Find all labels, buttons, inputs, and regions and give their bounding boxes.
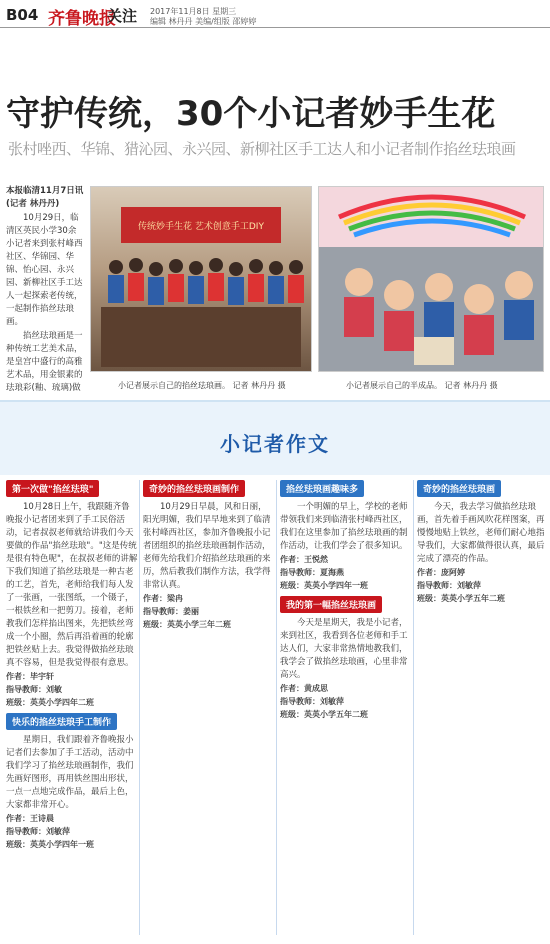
essay-author: 作者：黄成思 [280,684,328,693]
essay-author: 作者：毕宇轩 [6,672,54,681]
date-line: 2017年11月8日 星期三 [150,7,237,16]
intro-column [6,185,84,395]
essay-author: 作者：庞阿婷 [417,568,465,577]
subheadline: 张村唑西、华锦、猎沁园、永兴园、新柳社区手工达人和小记者制作掐丝珐琅画 [8,140,516,158]
essay-teacher: 指导教师：姜丽 [143,607,199,616]
essay-banner [0,400,550,475]
editor-line: 编辑 林丹丹 美编/组版 邵婷婷 [150,17,257,26]
newspaper-logo: 齐鲁晚报 [48,9,116,29]
essay-column-4 [417,476,545,938]
essay-teacher: 指导教师：夏海燕 [280,568,344,577]
photo-group [90,186,312,372]
essay-body: 星期日，我们跟着齐鲁晚报小记者们去参加了手工活动，活动中我们学习了掐丝珐琅画制作，我们先画好图形，再用铁丝围出形状，一点一点地完成作品，最后上色，大家都非常开心。 [6,735,134,810]
essay-column-2 [143,476,273,938]
essay-class: 班级：英英小学四年二班 [6,698,94,707]
essay-class: 班级：英英小学五年二班 [417,594,505,603]
essay-body: 今天是星期天，我是小记者，来到社区，我看到各位老师和手工达人们，大家非常热情地教我们，我学会了做掐丝珐琅画，心里非常高兴。 [280,618,408,680]
column-divider [276,480,277,935]
essay-banner-title: 小记者作文 [220,432,330,456]
kids-photo-image [319,187,544,372]
intro-paragraph-2: 掐丝珐琅画是一种传统工艺美术品，是皇宫中盛行的高雅艺术品，用金银素的珐琅彩(釉、琉璃)做 [6,331,83,393]
essay-class: 班级：英英小学四年一班 [6,840,94,849]
headline: 守护传统，30个小记者妙手生花 [6,94,496,134]
essay-heading: 快乐的掐丝珐琅手工制作 [6,713,117,730]
essay-body: 一个明媚的早上，学校的老师带领我们来到临清张村峰西社区，我们在这里参加了掐丝珐琅画的制作活动，让我们学会了很多知识。 [280,502,408,551]
intro-paragraph-1: 10月29日，临清区英民小学30余小记者来到张村峰西社区、华锦园、华锦、怡心园、永兴园、新柳社区手工达人一起探索老传统，一起制作掐丝珐琅画。 [6,213,83,327]
essay-body: 今天，我去学习做掐丝珐琅画，首先着手画风吹花样图案，再慢慢地贴上铁丝，老师们耐心地指导我们，大家都做得很认真，最后完成了漂亮的作品。 [417,502,545,564]
photo-group-caption: 小记者展示自己的掐丝珐琅画。 记者 林丹丹 摄 [118,381,286,390]
intro-byline: 本报临清11月7日讯(记者 林丹丹) [6,186,84,209]
essay-heading: 我的第一幅掐丝珐琅画 [280,596,382,613]
essay-column-3 [280,476,410,938]
essay-teacher: 指导教师：刘敏萍 [6,827,70,836]
essay-body: 10月29日早晨，风和日丽，阳光明媚，我们早早地来到了临清张村峰西社区，参加齐鲁晚报小记者团组织的掐丝珐琅画制作活动，老师先给我们介绍掐丝珐琅画的来历，然后教我们制作方法，我学得非常认真。 [143,502,271,590]
section-name: 关注 [107,7,138,25]
essay-heading: 奇妙的掐丝珐琅画制作 [143,480,245,497]
essay-author: 作者：王悦然 [280,555,328,564]
essay-author: 作者：王诗晨 [6,814,54,823]
photo-kids [318,186,544,372]
essay-heading: 第一次做"掐丝珐琅" [6,480,99,497]
page-header [0,0,550,28]
essay-heading: 奇妙的掐丝珐琅画 [417,480,501,497]
essay-teacher: 指导教师：刘敏 [6,685,62,694]
group-photo-image [91,187,312,372]
page-number: B04 [6,6,39,24]
column-divider [139,480,140,935]
essay-class: 班级：英英小学五年二班 [280,710,368,719]
essay-class: 班级：英英小学四年一班 [280,581,368,590]
essay-class: 班级：英英小学三年二班 [143,620,231,629]
essay-author: 作者：梁冉 [143,594,183,603]
column-divider [413,480,414,935]
essay-column-1 [6,476,138,938]
photo-banner-text: 传统妙手生花 艺术创意手工DIY [138,222,264,232]
essay-teacher: 指导教师：刘敏萍 [280,697,344,706]
essay-heading: 掐丝珐琅画趣味多 [280,480,364,497]
essay-teacher: 指导教师：刘敏萍 [417,581,481,590]
essay-body: 10月28日上午，我跟随齐鲁晚报小记者团来到了手工民俗活动，记者叔叔老师就给讲我们今天要做的作品"掐丝珐琅"。"这是传统是很有特色呢"，在叔叔老师的讲解下我们知道了掐丝珐琅是一种古老的工艺，首先，老师给我们每人发了一张画，一张图纸，一个镊子，一根铁丝和一把剪刀。接着，老师教我们怎样掐出图来，先把铁丝弯成一个小圈，然后再沿着画的轮廓把铁丝贴上去。我觉得做掐丝珐琅真不容易，但是我觉得很有意思。 [6,502,138,668]
photo-kids-caption: 小记者展示自己的半成品。 记者 林丹丹 摄 [346,381,498,390]
